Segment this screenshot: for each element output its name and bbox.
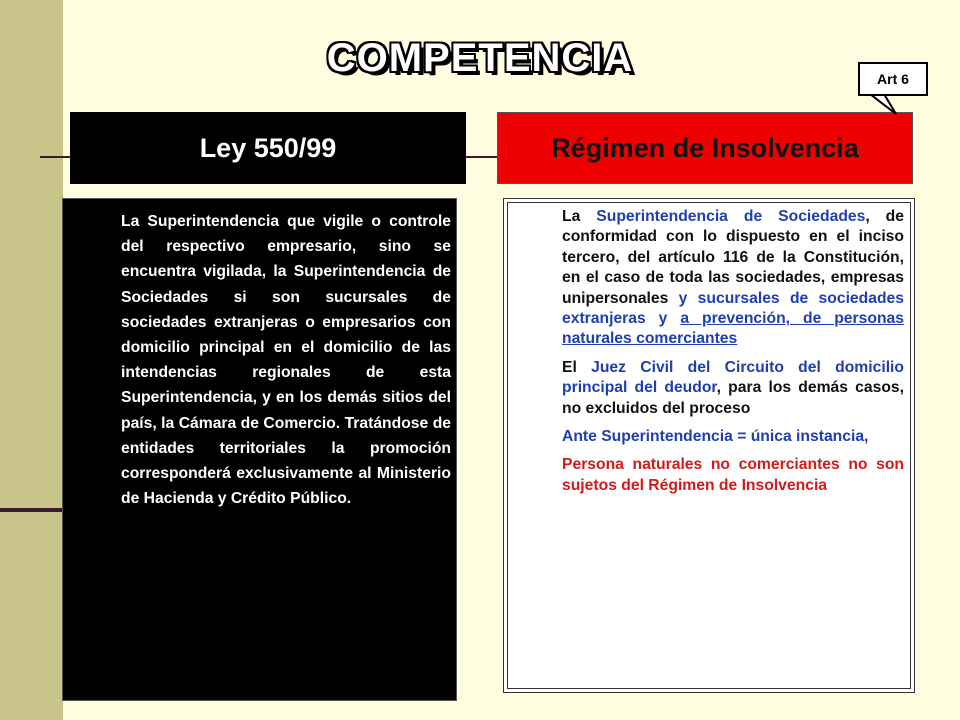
text-segment: , de conformidad con lo dispuesto en el inciso tercero, del artículo 116 de la Constitución, en el caso de toda las sociedades, empresas unipersonales xyxy=(562,208,904,307)
paragraph-juez-civil xyxy=(562,358,904,419)
paragraph-superintendencia xyxy=(562,207,904,350)
page-title: COMPETENCIA xyxy=(326,36,634,80)
header-ley-550-label: Ley 550/99 xyxy=(199,132,337,163)
regimen-insolvencia-text xyxy=(562,207,904,504)
text-segment-highlight: Juez Civil del Circuito del domicilio principal del deudor xyxy=(562,358,904,397)
ley-550-panel xyxy=(62,198,457,701)
paragraph-no-sujetos: Persona naturales no comerciantes no son sujetos del Régimen de Insolvencia xyxy=(562,456,904,494)
text-segment: El xyxy=(562,358,592,376)
text-segment: , para los demás casos, no excluidos del proceso xyxy=(562,379,904,417)
callout-pointer xyxy=(0,0,960,130)
art-6-callout xyxy=(858,62,928,96)
ley-550-text: La Superintendencia que vigile o controle del respectivo empresario, sino se encuentra vigilada, la Superintendencia de Sociedades si son sucursales de sociedades extranjeras o empresarios con domicilio principal en el domicilio de las intendencias regionales de esta Superintendencia, y en los demás sitios del país, la Cámara de Comercio. Tratándose de entidades territoriales la promoción corresponderá exclusivamente al Ministerio de Hacienda y Crédito Público. xyxy=(121,213,451,508)
text-segment: La xyxy=(562,208,597,225)
header-regimen-insolvencia-label: Régimen de Insolvencia xyxy=(551,132,859,163)
side-decoration-line xyxy=(0,508,63,512)
text-segment-highlight: y sucursales de sociedades extranjeras y xyxy=(562,289,904,328)
regimen-insolvencia-panel xyxy=(503,198,915,693)
paragraph-unica-instancia: Ante Superintendencia = única instancia, xyxy=(562,428,869,446)
text-segment-highlight: Superintendencia de Sociedades xyxy=(596,208,866,225)
text-segment-underlined: a prevención, de personas naturales comerciantes xyxy=(562,310,904,348)
art-6-label: Art 6 xyxy=(877,71,909,87)
